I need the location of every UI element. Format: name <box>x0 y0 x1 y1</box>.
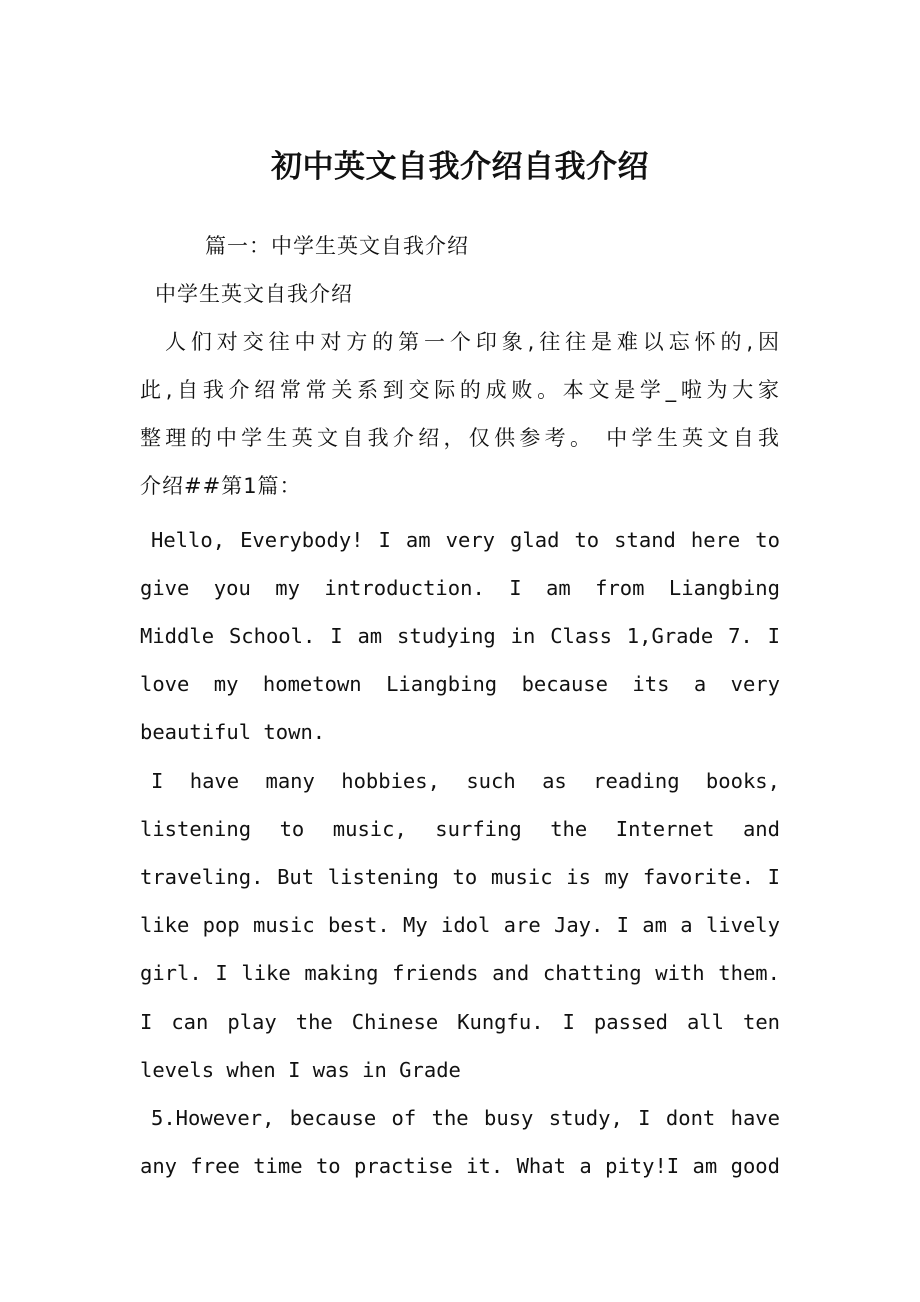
paragraph-line: levels when I was in Grade <box>140 1058 461 1082</box>
paragraph-line: like pop music best. My idol are Jay. I am a lively <box>140 913 780 937</box>
paragraph-line: beautiful town. <box>140 720 326 744</box>
paragraph-line: give you my introduction. I am from Liangbing <box>140 576 780 600</box>
paragraph-line: love my hometown Liangbing because its a very <box>140 672 780 696</box>
paragraph-line: girl. I like making friends and chatting with them. <box>140 961 780 985</box>
section-heading: 篇一：中学生英文自我介绍 <box>205 234 469 258</box>
paragraph-line: Middle School. I am studying in Class 1,Grade 7. I <box>140 624 780 648</box>
paragraph-line: Hello, Everybody! I am very glad to stand here to <box>151 528 780 552</box>
paragraph-line: listening to music, surfing the Internet and <box>140 817 780 841</box>
paragraph-line: 5.However, because of the busy study, I dont have <box>151 1106 780 1130</box>
article-heading: 中学生英文自我介绍 <box>155 282 353 306</box>
paragraph-line: I have many hobbies, such as reading books, <box>151 769 780 793</box>
paragraph-line: 介绍##第1篇： <box>140 474 302 498</box>
paragraph-line: traveling. But listening to music is my favorite. I <box>140 865 780 889</box>
paragraph-line: 整理的中学生英文自我介绍，仅供参考。 中学生英文自我 <box>140 426 780 450</box>
paragraph-line: 人们对交往中对方的第一个印象,往往是难以忘怀的,因 <box>165 330 780 354</box>
paragraph-line: any free time to practise it. What a pity!I am good <box>140 1154 780 1178</box>
paragraph-line: 此,自我介绍常常关系到交际的成败。本文是学_啦为大家 <box>140 378 780 402</box>
document-title: 初中英文自我介绍自我介绍 <box>271 149 649 185</box>
paragraph-line: I can play the Chinese Kungfu. I passed all ten <box>140 1010 780 1034</box>
